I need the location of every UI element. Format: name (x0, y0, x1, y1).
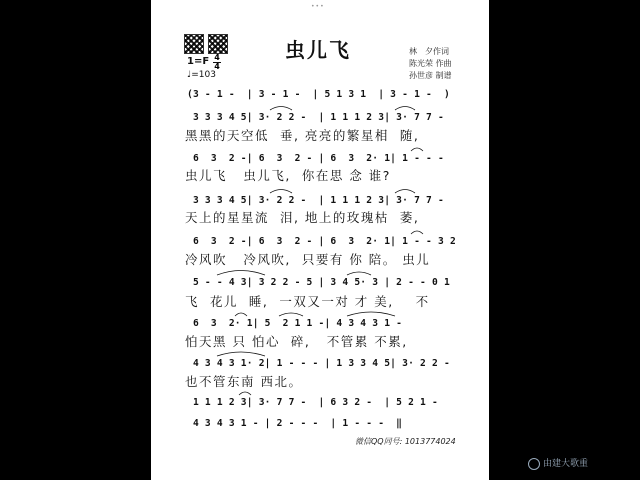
lyric-line: 黑黑的天空低 垂, 亮亮的繁星相 随, (185, 128, 420, 143)
qr-code-icon (208, 34, 228, 54)
watermark-logo-icon (528, 458, 540, 470)
lyric-line: 怕天黑 只 怕心 碎, 不管累 不累, (185, 334, 408, 349)
lyric-line: 飞 花儿 睡, 一双又一对 才 美, 不 (185, 294, 430, 309)
notation-line: 4 3 4 3 1· 2| 1 - - - | 1 3 3 4 5| 3· 2 2 - (187, 358, 450, 369)
song-title: 虫儿飞 (285, 38, 351, 62)
notation-line: 6 3 2· 1| 5 2 1 1 -| 4 3 4 3 1 - (187, 318, 403, 329)
arranger-credit: 孙世彦 制谱 (409, 71, 452, 80)
score-page (151, 0, 489, 480)
meter-top: 4 (214, 53, 220, 62)
notation-line: (3 - 1 - | 3 - 1 - | 5 1 3 1 | 3 - 1 - ) (187, 89, 450, 100)
lyricist-credit: 林 夕作词 (409, 47, 449, 56)
notation-line: 3 3 3 4 5| 3· 2 2 - | 1 1 1 2 3| 3· 7 7 - (187, 195, 444, 206)
notation-line: 6 3 2 -| 6 3 2 - | 6 3 2· 1| 1 - - - (187, 153, 444, 164)
notation-line: 4 3 4 3 1 - | 2 - - - | 1 - - - ‖ (187, 418, 403, 429)
lyric-line: 天上的星星流 泪, 地上的玫瑰枯 萎, (185, 210, 420, 225)
watermark (528, 456, 588, 470)
lyric-line: 也不管东南 西北。 (185, 374, 303, 389)
watermark-text: 由建大歌重 (543, 459, 589, 469)
top-dots: ••• (311, 3, 325, 10)
tempo-marking: ♩=103 (187, 70, 216, 80)
meter-bottom: 4 (214, 62, 220, 71)
contact-text: 微信QQ同号: 1013774024 (355, 437, 456, 446)
time-signature (213, 54, 221, 71)
notation-line: 1 1 1 2 3| 3· 7 7 - | 6 3 2 - | 5 2 1 - (187, 397, 438, 408)
lyric-line: 冷风吹 冷风吹, 只要有 你 陪。 虫儿 (185, 252, 431, 267)
qr-code-icon (184, 34, 204, 54)
notation-line: 5 - - 4 3| 3 2 2 - 5 | 3 4 5· 3 | 2 - - 0 1 (187, 277, 450, 288)
notation-line: 3 3 3 4 5| 3· 2 2 - | 1 1 1 2 3| 3· 7 7 - (187, 112, 444, 123)
notation-line: 6 3 2 -| 6 3 2 - | 6 3 2· 1| 1 - - 3 2 (187, 236, 456, 247)
composer-credit: 陈光荣 作曲 (409, 59, 452, 68)
key-signature: 1=F (187, 56, 210, 67)
lyric-line: 虫儿飞 虫儿飞, 你在思 念 谁? (185, 168, 391, 183)
